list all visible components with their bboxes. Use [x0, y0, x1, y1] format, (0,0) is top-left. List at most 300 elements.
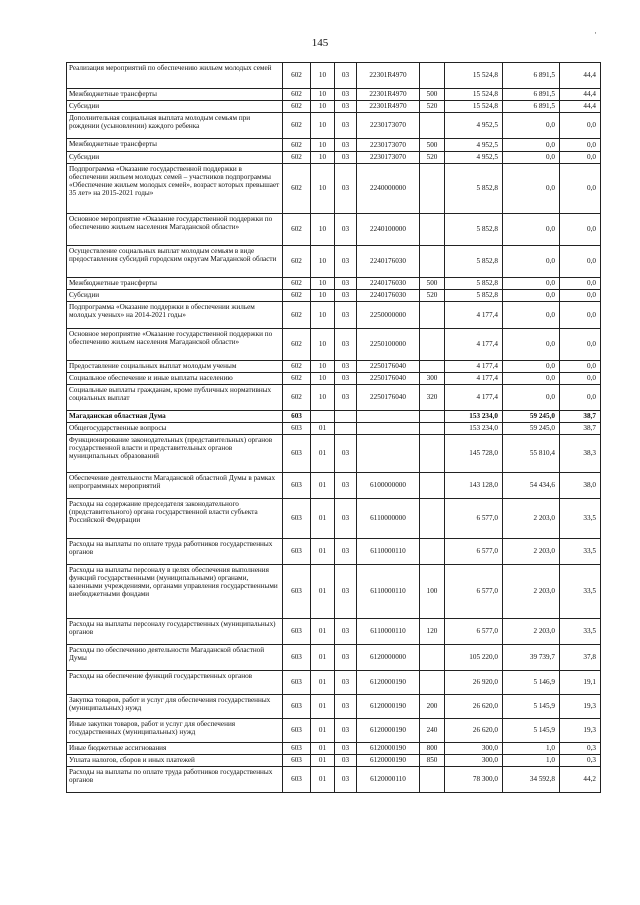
subsection-code	[335, 423, 357, 435]
section-code: 01	[311, 755, 335, 767]
target-article-code: 6110000110	[357, 539, 420, 565]
row-name: Расходы на выплаты по оплате труда работников государственных органов	[67, 767, 283, 793]
table-row	[67, 139, 601, 152]
target-article-code: 6110000110	[357, 565, 420, 619]
planned-amount: 153 234,0	[445, 411, 503, 423]
row-name: Межбюджетные трансферты	[67, 89, 283, 101]
expense-type-code	[420, 113, 445, 139]
section-code: 10	[311, 152, 335, 164]
execution-percent: 33,5	[560, 619, 601, 645]
target-article-code: 6120000190	[357, 755, 420, 767]
section-code	[311, 411, 335, 423]
expense-type-code	[420, 671, 445, 695]
expense-type-code: 240	[420, 719, 445, 743]
execution-percent: 44,2	[560, 767, 601, 793]
section-code: 10	[311, 164, 335, 214]
subsection-code: 03	[335, 290, 357, 302]
table-row	[67, 695, 601, 719]
executed-amount: 6 891,5	[503, 89, 560, 101]
execution-percent: 0,0	[560, 278, 601, 290]
executed-amount: 2 203,0	[503, 565, 560, 619]
table-row	[67, 767, 601, 793]
section-code: 01	[311, 619, 335, 645]
table-row	[67, 473, 601, 499]
target-article-code: 6120000190	[357, 695, 420, 719]
row-name: Подпрограмма «Оказание поддержки в обеспечении жильем молодых ученых» на 2014-2021 годы»	[67, 302, 283, 329]
executed-amount: 0,0	[503, 290, 560, 302]
ministry-code: 602	[283, 139, 311, 152]
ministry-code: 603	[283, 767, 311, 793]
row-name: Социальные выплаты гражданам, кроме публичных нормативных социальных выплат	[67, 385, 283, 411]
ministry-code: 602	[283, 361, 311, 373]
planned-amount: 15 524,8	[445, 89, 503, 101]
executed-amount: 2 203,0	[503, 619, 560, 645]
planned-amount: 5 852,8	[445, 214, 503, 246]
execution-percent: 38,7	[560, 411, 601, 423]
planned-amount: 5 852,8	[445, 164, 503, 214]
target-article-code: 6120000190	[357, 671, 420, 695]
target-article-code: 2240176030	[357, 278, 420, 290]
executed-amount: 5 145,9	[503, 695, 560, 719]
planned-amount: 4 952,5	[445, 139, 503, 152]
table-row	[67, 63, 601, 89]
execution-percent: 33,5	[560, 499, 601, 539]
ministry-code: 602	[283, 329, 311, 361]
subsection-code: 03	[335, 164, 357, 214]
execution-percent: 0,0	[560, 164, 601, 214]
row-name: Основное мероприятие «Оказание государственной поддержки по обеспечению жильем населения Магаданской области»	[67, 329, 283, 361]
planned-amount: 6 577,0	[445, 499, 503, 539]
scan-mark: ·	[594, 28, 597, 38]
expense-type-code: 300	[420, 373, 445, 385]
table-row	[67, 743, 601, 755]
planned-amount: 6 577,0	[445, 539, 503, 565]
subsection-code: 03	[335, 755, 357, 767]
planned-amount: 4 952,5	[445, 113, 503, 139]
execution-percent: 0,0	[560, 290, 601, 302]
row-name: Расходы на выплаты по оплате труда работников государственных органов	[67, 539, 283, 565]
ministry-code: 602	[283, 385, 311, 411]
subsection-code: 03	[335, 101, 357, 113]
execution-percent: 19,1	[560, 671, 601, 695]
planned-amount: 153 234,0	[445, 423, 503, 435]
section-code: 01	[311, 695, 335, 719]
execution-percent: 0,0	[560, 302, 601, 329]
executed-amount: 2 203,0	[503, 539, 560, 565]
section-code: 10	[311, 214, 335, 246]
target-article-code: 6110000000	[357, 499, 420, 539]
subsection-code: 03	[335, 671, 357, 695]
executed-amount: 0,0	[503, 373, 560, 385]
planned-amount: 4 177,4	[445, 385, 503, 411]
expense-type-code	[420, 63, 445, 89]
row-name: Общегосударственные вопросы	[67, 423, 283, 435]
table-row	[67, 385, 601, 411]
target-article-code: 22301R4970	[357, 63, 420, 89]
table-row	[67, 619, 601, 645]
section-code: 01	[311, 499, 335, 539]
execution-percent: 0,0	[560, 113, 601, 139]
section-code: 10	[311, 139, 335, 152]
page-number: 145	[311, 37, 329, 49]
target-article-code: 6100000000	[357, 473, 420, 499]
table-row	[67, 89, 601, 101]
execution-percent: 0,0	[560, 329, 601, 361]
row-name: Расходы на выплаты персоналу государственных (муниципальных) органов	[67, 619, 283, 645]
subsection-code: 03	[335, 63, 357, 89]
section-code: 01	[311, 719, 335, 743]
row-name: Уплата налогов, сборов и иных платежей	[67, 755, 283, 767]
table-row	[67, 755, 601, 767]
row-name: Закупка товаров, работ и услуг для обеспечения государственных (муниципальных) нужд	[67, 695, 283, 719]
executed-amount: 0,0	[503, 329, 560, 361]
section-code: 10	[311, 246, 335, 278]
subsection-code: 03	[335, 246, 357, 278]
target-article-code	[357, 423, 420, 435]
subsection-code: 03	[335, 214, 357, 246]
executed-amount: 59 245,0	[503, 411, 560, 423]
execution-percent: 0,0	[560, 139, 601, 152]
section-code: 10	[311, 385, 335, 411]
row-name: Подпрограмма «Оказание государственной поддержки в обеспечении жильем молодых семей – участников подпрограммы «Обеспечение жильем молодых семей», возраст которых превышает 35 лет» на 2015-2021 годы»	[67, 164, 283, 214]
expense-type-code	[420, 539, 445, 565]
row-name: Предоставление социальных выплат молодым ученым	[67, 361, 283, 373]
executed-amount: 0,0	[503, 385, 560, 411]
table-row	[67, 302, 601, 329]
execution-percent: 0,3	[560, 743, 601, 755]
executed-amount: 54 434,6	[503, 473, 560, 499]
table-row	[67, 290, 601, 302]
execution-percent: 44,4	[560, 63, 601, 89]
expense-type-code	[420, 423, 445, 435]
ministry-code: 603	[283, 539, 311, 565]
executed-amount: 55 810,4	[503, 435, 560, 473]
table-row	[67, 246, 601, 278]
ministry-code: 603	[283, 755, 311, 767]
subsection-code: 03	[335, 619, 357, 645]
row-name: Субсидии	[67, 152, 283, 164]
target-article-code: 2240176030	[357, 290, 420, 302]
subsection-code: 03	[335, 373, 357, 385]
executed-amount: 5 145,9	[503, 719, 560, 743]
ministry-code: 603	[283, 695, 311, 719]
section-code: 10	[311, 361, 335, 373]
executed-amount: 1,0	[503, 755, 560, 767]
target-article-code	[357, 435, 420, 473]
table-row	[67, 113, 601, 139]
target-article-code: 6120000110	[357, 767, 420, 793]
subsection-code: 03	[335, 302, 357, 329]
expense-type-code	[420, 499, 445, 539]
section-code: 01	[311, 645, 335, 671]
planned-amount: 4 177,4	[445, 329, 503, 361]
ministry-code: 602	[283, 164, 311, 214]
target-article-code: 22301R4970	[357, 101, 420, 113]
planned-amount: 145 728,0	[445, 435, 503, 473]
planned-amount: 143 128,0	[445, 473, 503, 499]
table-row	[67, 373, 601, 385]
table-row	[67, 278, 601, 290]
planned-amount: 15 524,8	[445, 101, 503, 113]
subsection-code: 03	[335, 695, 357, 719]
expense-type-code: 100	[420, 565, 445, 619]
expense-type-code	[420, 361, 445, 373]
executed-amount: 39 739,7	[503, 645, 560, 671]
executed-amount: 2 203,0	[503, 499, 560, 539]
row-name: Расходы на выплаты персоналу в целях обеспечения выполнения функций государственными (муниципальными) органами, казенными учреждениями, органами управления государственными внебюджетными фондами	[67, 565, 283, 619]
table-row	[67, 411, 601, 423]
expense-type-code: 320	[420, 385, 445, 411]
target-article-code: 2230173070	[357, 152, 420, 164]
execution-percent: 0,0	[560, 152, 601, 164]
planned-amount: 6 577,0	[445, 619, 503, 645]
executed-amount: 0,0	[503, 214, 560, 246]
table-row	[67, 164, 601, 214]
subsection-code: 03	[335, 89, 357, 101]
section-code: 10	[311, 63, 335, 89]
executed-amount: 0,0	[503, 113, 560, 139]
ministry-code: 603	[283, 671, 311, 695]
expense-type-code: 800	[420, 743, 445, 755]
expense-type-code	[420, 302, 445, 329]
expense-type-code	[420, 214, 445, 246]
expense-type-code: 500	[420, 89, 445, 101]
execution-percent: 38,7	[560, 423, 601, 435]
execution-percent: 33,5	[560, 539, 601, 565]
table-row	[67, 329, 601, 361]
target-article-code: 2250176040	[357, 385, 420, 411]
ministry-code: 603	[283, 565, 311, 619]
executed-amount: 1,0	[503, 743, 560, 755]
planned-amount: 4 177,4	[445, 361, 503, 373]
subsection-code: 03	[335, 767, 357, 793]
execution-percent: 19,3	[560, 695, 601, 719]
subsection-code: 03	[335, 719, 357, 743]
row-name: Расходы по обеспечению деятельности Магаданской областной Думы	[67, 645, 283, 671]
row-name: Обеспечение деятельности Магаданской областной Думы в рамках непрограммных мероприятий	[67, 473, 283, 499]
execution-percent: 0,3	[560, 755, 601, 767]
budget-table	[66, 62, 601, 793]
execution-percent: 0,0	[560, 246, 601, 278]
section-code: 01	[311, 565, 335, 619]
expense-type-code: 520	[420, 290, 445, 302]
ministry-code: 602	[283, 63, 311, 89]
planned-amount: 105 220,0	[445, 645, 503, 671]
section-code: 01	[311, 539, 335, 565]
section-code: 10	[311, 101, 335, 113]
target-article-code: 6120000190	[357, 719, 420, 743]
ministry-code: 602	[283, 113, 311, 139]
target-article-code: 6120000190	[357, 743, 420, 755]
section-code: 10	[311, 278, 335, 290]
table-row	[67, 423, 601, 435]
subsection-code: 03	[335, 645, 357, 671]
ministry-code: 602	[283, 214, 311, 246]
row-name: Расходы на обеспечение функций государственных органов	[67, 671, 283, 695]
executed-amount: 0,0	[503, 361, 560, 373]
subsection-code: 03	[335, 361, 357, 373]
section-code: 01	[311, 435, 335, 473]
subsection-code: 03	[335, 152, 357, 164]
section-code: 10	[311, 89, 335, 101]
planned-amount: 4 177,4	[445, 373, 503, 385]
planned-amount: 26 920,0	[445, 671, 503, 695]
planned-amount: 4 177,4	[445, 302, 503, 329]
subsection-code: 03	[335, 113, 357, 139]
ministry-code: 603	[283, 423, 311, 435]
subsection-code: 03	[335, 743, 357, 755]
expense-type-code: 200	[420, 695, 445, 719]
expense-type-code: 500	[420, 139, 445, 152]
executed-amount: 6 891,5	[503, 63, 560, 89]
row-name: Межбюджетные трансферты	[67, 139, 283, 152]
expense-type-code	[420, 645, 445, 671]
executed-amount: 0,0	[503, 246, 560, 278]
execution-percent: 0,0	[560, 361, 601, 373]
execution-percent: 38,3	[560, 435, 601, 473]
ministry-code: 603	[283, 645, 311, 671]
section-code: 01	[311, 423, 335, 435]
target-article-code: 2250000000	[357, 302, 420, 329]
ministry-code: 602	[283, 246, 311, 278]
expense-type-code	[420, 411, 445, 423]
execution-percent: 44,4	[560, 89, 601, 101]
target-article-code: 2250176040	[357, 361, 420, 373]
row-name: Расходы на содержание председателя законодательного (представительного) органа государственной власти субъекта Российской Федерации	[67, 499, 283, 539]
ministry-code: 602	[283, 152, 311, 164]
execution-percent: 19,3	[560, 719, 601, 743]
planned-amount: 4 952,5	[445, 152, 503, 164]
executed-amount: 0,0	[503, 139, 560, 152]
table-row	[67, 152, 601, 164]
table-row	[67, 361, 601, 373]
table-row	[67, 565, 601, 619]
execution-percent: 37,8	[560, 645, 601, 671]
table-row	[67, 214, 601, 246]
expense-type-code: 520	[420, 152, 445, 164]
subsection-code: 03	[335, 139, 357, 152]
expense-type-code	[420, 329, 445, 361]
executed-amount: 6 891,5	[503, 101, 560, 113]
executed-amount: 0,0	[503, 278, 560, 290]
subsection-code: 03	[335, 565, 357, 619]
target-article-code: 2250176040	[357, 373, 420, 385]
executed-amount: 59 245,0	[503, 423, 560, 435]
execution-percent: 38,0	[560, 473, 601, 499]
row-name: Реализация мероприятий по обеспечению жильем молодых семей	[67, 63, 283, 89]
planned-amount: 78 300,0	[445, 767, 503, 793]
target-article-code: 2240176030	[357, 246, 420, 278]
row-name: Осуществление социальных выплат молодым семьям в виде предоставления субсидий городским округам Магаданской области	[67, 246, 283, 278]
expense-type-code: 120	[420, 619, 445, 645]
expense-type-code	[420, 473, 445, 499]
table-row	[67, 719, 601, 743]
target-article-code: 22301R4970	[357, 89, 420, 101]
target-article-code: 2250100000	[357, 329, 420, 361]
planned-amount: 300,0	[445, 743, 503, 755]
planned-amount: 15 524,8	[445, 63, 503, 89]
execution-percent: 0,0	[560, 214, 601, 246]
table-row	[67, 435, 601, 473]
budget-table-body	[67, 63, 601, 793]
ministry-code: 602	[283, 101, 311, 113]
expense-type-code	[420, 164, 445, 214]
planned-amount: 6 577,0	[445, 565, 503, 619]
table-row	[67, 671, 601, 695]
section-code: 10	[311, 113, 335, 139]
table-row	[67, 539, 601, 565]
ministry-code: 602	[283, 89, 311, 101]
row-name: Дополнительная социальная выплата молодым семьям при рождении (усыновлении) каждого ребенка	[67, 113, 283, 139]
expense-type-code	[420, 435, 445, 473]
subsection-code: 03	[335, 435, 357, 473]
subsection-code: 03	[335, 539, 357, 565]
target-article-code: 2240000000	[357, 164, 420, 214]
expense-type-code: 850	[420, 755, 445, 767]
section-code: 01	[311, 767, 335, 793]
row-name: Основное мероприятие «Оказание государственной поддержки по обеспечению жильем населения Магаданской области»	[67, 214, 283, 246]
planned-amount: 5 852,8	[445, 278, 503, 290]
executed-amount: 5 146,9	[503, 671, 560, 695]
target-article-code	[357, 411, 420, 423]
planned-amount: 5 852,8	[445, 246, 503, 278]
expense-type-code: 500	[420, 278, 445, 290]
table-row	[67, 499, 601, 539]
section-code: 01	[311, 671, 335, 695]
ministry-code: 603	[283, 743, 311, 755]
executed-amount: 0,0	[503, 302, 560, 329]
planned-amount: 300,0	[445, 755, 503, 767]
ministry-code: 602	[283, 302, 311, 329]
target-article-code: 2240100000	[357, 214, 420, 246]
target-article-code: 2230173070	[357, 113, 420, 139]
ministry-code: 603	[283, 411, 311, 423]
execution-percent: 0,0	[560, 385, 601, 411]
ministry-code: 603	[283, 719, 311, 743]
row-name: Иные бюджетные ассигнования	[67, 743, 283, 755]
executed-amount: 0,0	[503, 152, 560, 164]
executed-amount: 0,0	[503, 164, 560, 214]
execution-percent: 0,0	[560, 373, 601, 385]
planned-amount: 26 620,0	[445, 719, 503, 743]
row-name: Субсидии	[67, 101, 283, 113]
executed-amount: 34 592,8	[503, 767, 560, 793]
table-row	[67, 645, 601, 671]
target-article-code: 2230173070	[357, 139, 420, 152]
target-article-code: 6120000000	[357, 645, 420, 671]
expense-type-code: 520	[420, 101, 445, 113]
planned-amount: 26 620,0	[445, 695, 503, 719]
row-name: Социальное обеспечение и иные выплаты населению	[67, 373, 283, 385]
section-code: 01	[311, 743, 335, 755]
row-name: Функционирование законодательных (представительных) органов государственной власти и представительных органов муниципальных образований	[67, 435, 283, 473]
ministry-code: 603	[283, 435, 311, 473]
target-article-code: 6110000110	[357, 619, 420, 645]
section-code: 10	[311, 329, 335, 361]
section-code: 10	[311, 290, 335, 302]
section-code: 10	[311, 302, 335, 329]
subsection-code	[335, 411, 357, 423]
expense-type-code	[420, 246, 445, 278]
row-name: Магаданская областная Дума	[67, 411, 283, 423]
ministry-code: 602	[283, 290, 311, 302]
row-name: Межбюджетные трансферты	[67, 278, 283, 290]
subsection-code: 03	[335, 329, 357, 361]
section-code: 01	[311, 473, 335, 499]
ministry-code: 602	[283, 278, 311, 290]
table-row	[67, 101, 601, 113]
row-name: Иные закупки товаров, работ и услуг для обеспечения государственных (муниципальных) нужд	[67, 719, 283, 743]
